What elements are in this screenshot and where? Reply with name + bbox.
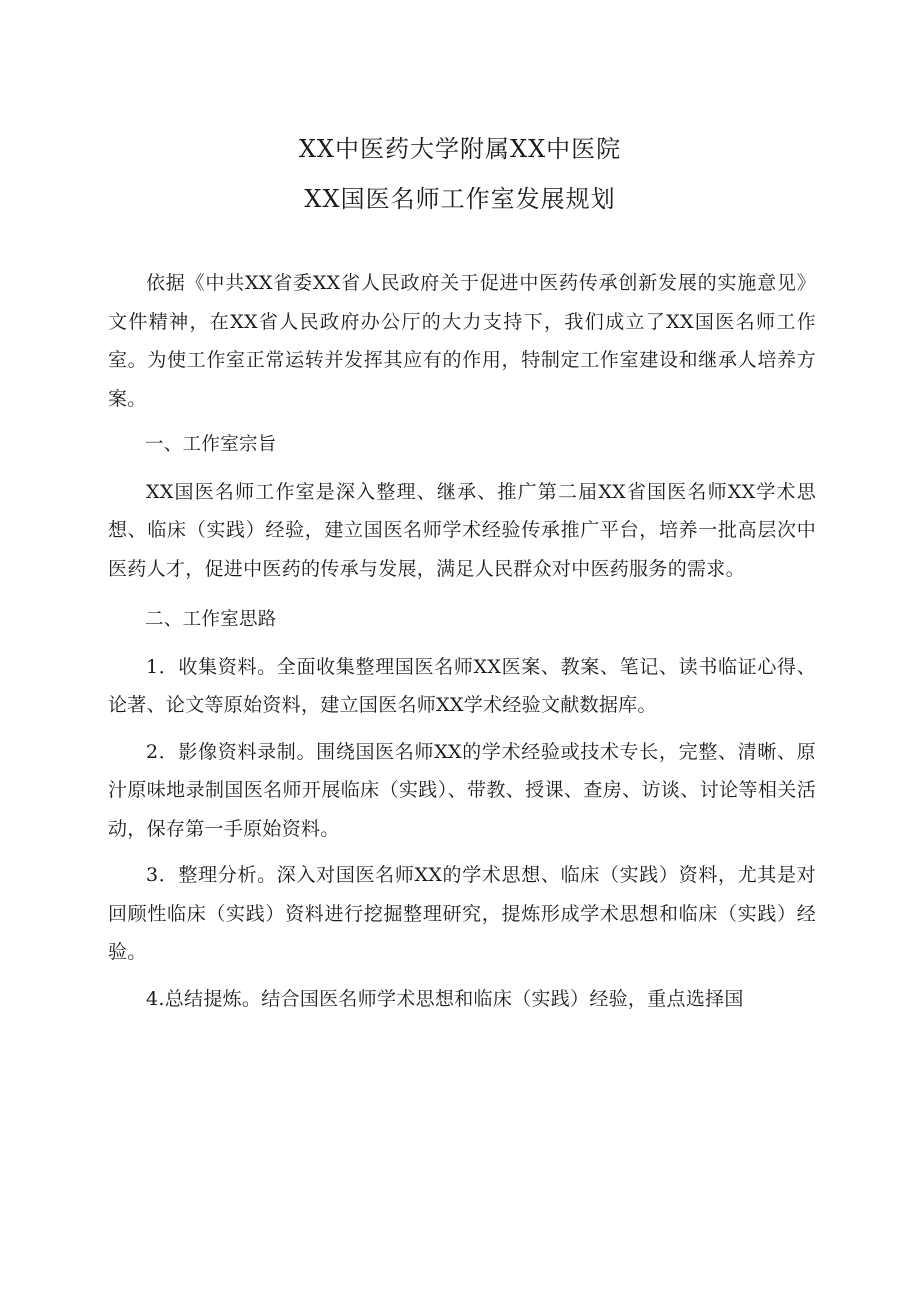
- section-2-heading: 二、工作室思路: [145, 609, 277, 630]
- section-1-paragraph: XX国医名师工作室是深入整理、继承、推广第二届XX省国医名师XX学术思想、临床（实践）经验，建立国医名师学术经验传承推广平台，培养一批高层次中医药人才，促进中医药的传承与发展，满足人民群众对中医药服务的需求。: [108, 480, 816, 580]
- document-title: [0, 124, 920, 224]
- section-2-item-4: 4.总结提炼。结合国医名师学术思想和临床（实践）经验，重点选择国: [146, 987, 744, 1010]
- intro-paragraph: 依据《中共XX省委XX省人民政府关于促进中医药传承创新发展的实施意见》文件精神，在XX省人民政府办公厅的大力支持下，我们成立了XX国医名师工作室。为使工作室正常运转并发挥其应有的作用，特制定工作室建设和继承人培养方案。: [108, 272, 816, 410]
- title-line-1: XX中医药大学附属XX中医院: [298, 135, 622, 163]
- section-2-item-1: 1．收集资料。全面收集整理国医名师XX医案、教案、笔记、读书临证心得、论著、论文等原始资料，建立国医名师XX学术经验文献数据库。: [108, 655, 816, 716]
- section-1-heading: 一、工作室宗旨: [145, 434, 277, 455]
- section-2-item-3: 3．整理分析。深入对国医名师XX的学术思想、临床（实践）资料，尤其是对回顾性临床（实践）资料进行挖掘整理研究，提炼形成学术思想和临床（实践）经验。: [108, 864, 816, 963]
- title-line-2: XX国医名师工作室发展规划: [304, 185, 616, 213]
- document-body: [108, 264, 816, 1018]
- section-2-item-2: 2．影像资料录制。围绕国医名师XX的学术经验或技术专长，完整、清晰、原汁原味地录制国医名师开展临床（实践）、带教、授课、查房、访谈、讨论等相关活动，保存第一手原始资料。: [108, 740, 816, 840]
